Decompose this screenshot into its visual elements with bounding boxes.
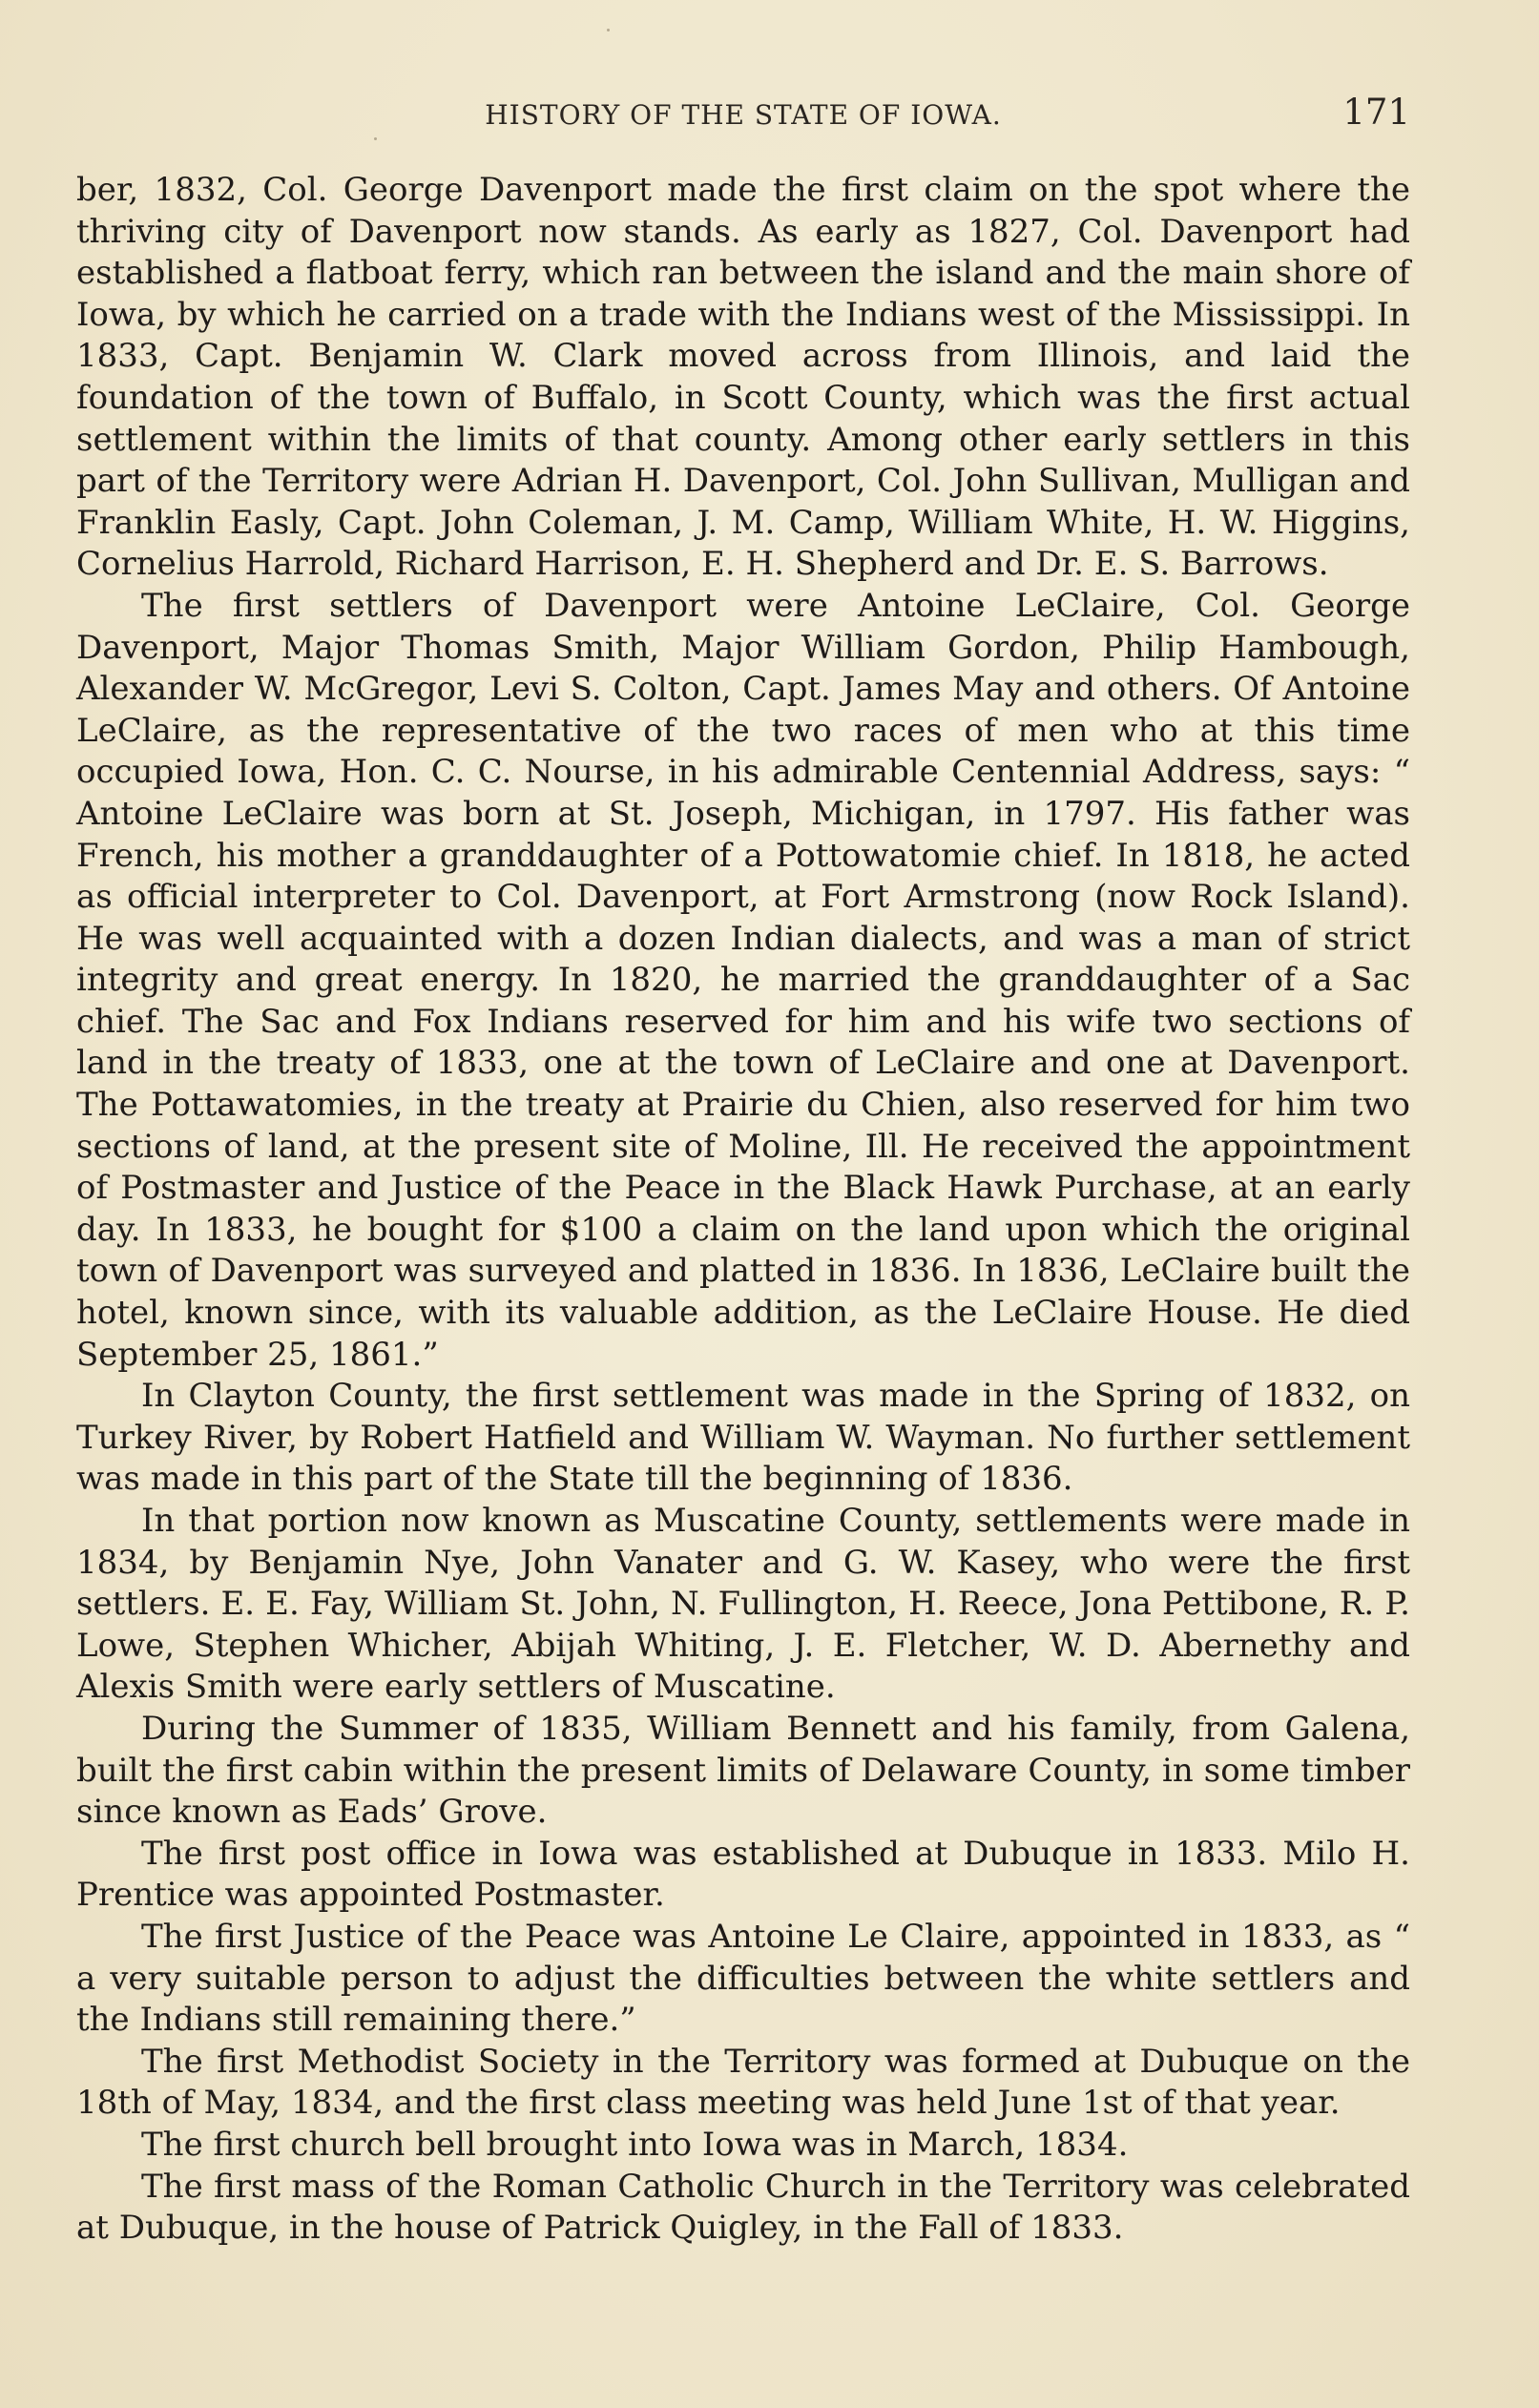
paragraph-delaware-county: During the Summer of 1835, William Bennett and his family, from Galena, built the first cabin within the present limits of Delaware County, in some timber since known as Eads’ Grove. [76,1709,1410,1832]
paragraph-first-justice: The first Justice of the Peace was Antoine Le Claire, appointed in 1833, as “ a very suitable person to adjust the difficulties between the white settlers and the Indians still remaining there.” [76,1917,1410,2040]
paragraph-davenport-claim: ber, 1832, Col. George Davenport made the first claim on the spot where the thriving city of Davenport now stands. As early as 1827, Col. Davenport had established a flatboat ferry, which ran between the island and the main shore of Iowa, by which he carried on a trade with the Indians west of the Mississippi. In 1833, Capt. Benjamin W. Clark moved across from Illinois, and laid the foundation of the town of Buffalo, in Scott County, which was the first actual settlement within the limits of that county. Among other early settlers in this part of the Territory were Adrian H. Davenport, Col. John Sullivan, Mulligan and Franklin Easly, Capt. John Coleman, J. M. Camp, William White, H. W. Higgins, Cornelius Harrold, Richard Harrison, E. H. Shepherd and Dr. E. S. Barrows. [76,171,1410,584]
paragraph-methodist-society: The first Methodist Society in the Territory was formed at Dubuque on the 18th of May, 1834, and the first class meeting was held June 1st of that year. [76,2042,1410,2123]
body-text [76,170,1410,2250]
paragraph-church-bell: The first church bell brought into Iowa was in March, 1834. [141,2125,1129,2164]
paragraph-catholic-mass: The first mass of the Roman Catholic Church in the Territory was celebrated at Dubuque, in the house of Patrick Quigley, in the Fall of 1833. [76,2167,1410,2248]
running-head: HISTORY OF THE STATE OF IOWA. [485,99,1002,131]
paragraph-clayton-county: In Clayton County, the first settlement was made in the Spring of 1832, on Turkey River, by Robert Hatfield and William W. Wayman. No further settlement was made in this part of the State till the beginning of 1836. [76,1377,1410,1499]
page-header [76,92,1410,139]
paragraph-muscatine-county: In that portion now known as Muscatine County, settlements were made in 1834, by Benjamin Nye, John Vanater and G. W. Kasey, who were the first settlers. E. E. Fay, William St. John, N. Fullington, H. Reece, Jona Pettibone, R. P. Lowe, Stephen Whicher, Abijah Whiting, J. E. Fletcher, W. D. Abernethy and Alexis Smith were early settlers of Muscatine. [76,1502,1410,1707]
paragraph-first-settlers-davenport: The first settlers of Davenport were Antoine LeClaire, Col. George Davenport, Major Thomas Smith, Major William Gordon, Philip Hambough, Alexander W. McGregor, Levi S. Colton, Capt. James May and others. Of Antoine LeClaire, as the representative of the two races of men who at this time occupied Iowa, Hon. C. C. Nourse, in his admirable Centennial Address, says: “ Antoine LeClaire was born at St. Joseph, Michigan, in 1797. His father was French, his mother a granddaughter of a Pottowatomie chief. In 1818, he acted as official interpreter to Col. Davenport, at Fort Armstrong (now Rock Island). He was well acquainted with a dozen Indian dialects, and was a man of strict integrity and great energy. In 1820, he married the granddaughter of a Sac chief. The Sac and Fox Indians reserved for him and his wife two sections of land in the treaty of 1833, one at the town of LeClaire and one at Davenport. The Pottawatomies, in the treaty at Prairie du Chien, also reserved for him two sections of land, at the present site of Moline, Ill. He received the appointment of Postmaster and Justice of the Peace in the Black Hawk Purchase, at an early day. In 1833, he bought for $100 a claim on the land upon which the original town of Davenport was surveyed and platted in 1836. In 1836, LeClaire built the hotel, known since, with its valuable addition, as the LeClaire House. He died September 25, 1861.” [76,586,1410,1374]
paper-speck [607,29,610,31]
page-number: 171 [1342,92,1410,133]
paragraph-first-post-office: The first post office in Iowa was established at Dubuque in 1833. Milo H. Prentice was appointed Postmaster. [76,1834,1410,1915]
